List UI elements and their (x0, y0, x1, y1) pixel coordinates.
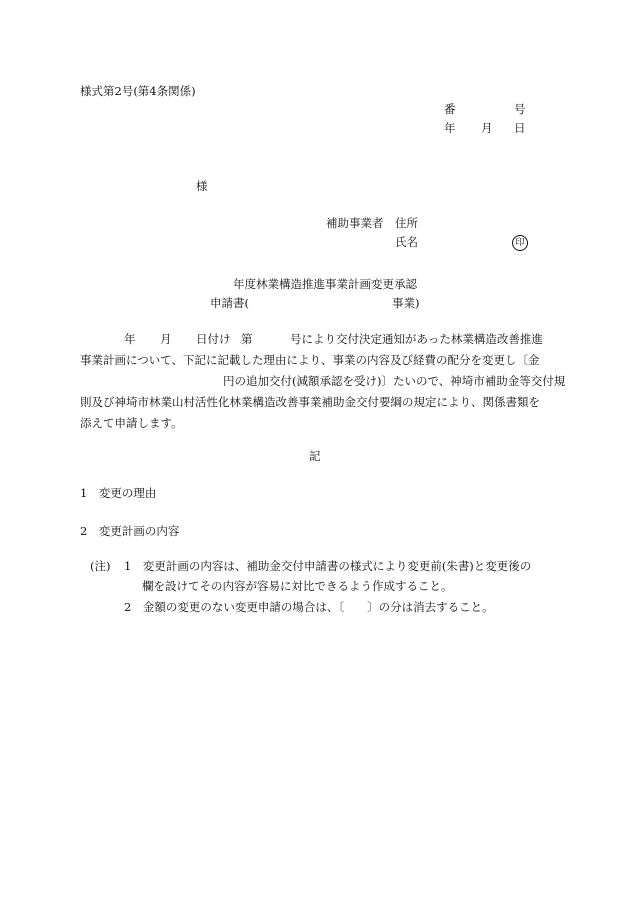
number-label: 番 (444, 102, 456, 116)
body-line3: 円の追加交付(減額承認を受け)〕たいので、神埼市補助金等交付規 (223, 374, 566, 388)
year-label: 年 (444, 121, 456, 135)
day-label: 日 (514, 121, 526, 135)
note-2: 2 金額の変更のない変更申請の場合は、〔 〕の分は消去すること。 (124, 600, 494, 614)
document-title-line1: 年度林業構造推進事業計画変更承認 (233, 277, 417, 291)
notes-label: (注) (90, 559, 111, 573)
body-line2: 事業計画について、下記に記載した理由により、事業の内容及び経費の配分を変更し〔金 (80, 353, 540, 367)
seal-mark: 印 (512, 235, 528, 251)
addressee-honorific: 様 (196, 179, 208, 193)
note-1-line1: 1 変更計画の内容は、補助金交付申請書の様式により変更前(朱書)と変更後の (124, 559, 532, 573)
item-change-content: 2 変更計画の内容 (80, 524, 180, 538)
record-label: 記 (309, 449, 321, 463)
body-month: 月 (160, 332, 172, 346)
document-title-prefix: 申請書( (210, 296, 249, 310)
form-number: 様式第2号(第4条関係) (80, 84, 196, 98)
body-line4: 則及び神埼市林業山村活性化林業構造改善事業補助金交付要綱の規定により、関係書類を (80, 395, 540, 409)
item-change-reason: 1 変更の理由 (80, 486, 157, 500)
body-no: 第 (241, 332, 253, 346)
document-title-suffix: 事業) (392, 296, 420, 310)
month-label: 月 (481, 121, 493, 135)
note-1-line2: 欄を設けてその内容が容易に対比できるよう作成すること。 (142, 579, 453, 593)
body-year: 年 (124, 332, 136, 346)
number-suffix: 号 (514, 102, 526, 116)
address-label: 住所 (395, 216, 418, 230)
body-date: 日付け (196, 332, 231, 346)
applicant-title: 補助事業者 (326, 216, 384, 230)
name-label: 氏名 (395, 235, 418, 249)
body-line1-rest: 号により交付決定通知があった林業構造改善推進 (290, 332, 543, 346)
body-line5: 添えて申請します。 (80, 416, 183, 430)
